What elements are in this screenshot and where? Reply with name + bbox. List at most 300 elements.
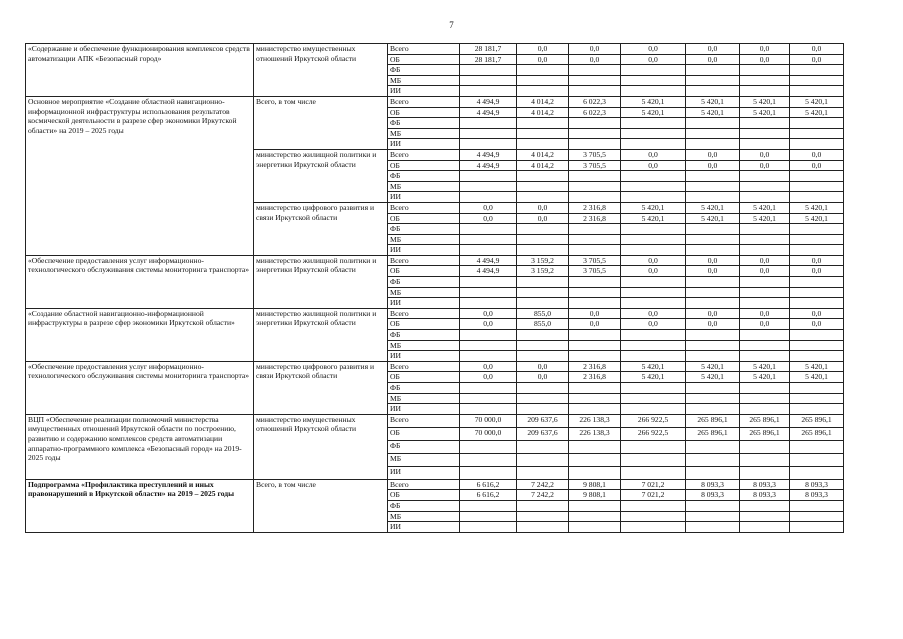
funding-source: ИИ — [388, 351, 460, 362]
amount-cell — [517, 500, 569, 511]
amount-cell — [740, 511, 790, 522]
amount-cell — [460, 340, 517, 351]
amount-cell: 0,0 — [740, 319, 790, 330]
amount-cell — [740, 500, 790, 511]
amount-cell — [621, 171, 686, 182]
amount-cell — [621, 383, 686, 394]
amount-cell — [460, 500, 517, 511]
amount-cell — [790, 277, 844, 288]
amount-cell: 70 000,0 — [460, 414, 517, 427]
amount-cell — [621, 330, 686, 341]
amount-cell — [686, 440, 740, 453]
amount-cell — [460, 75, 517, 86]
amount-cell — [790, 511, 844, 522]
amount-cell — [740, 86, 790, 97]
amount-cell — [517, 139, 569, 150]
amount-cell: 5 420,1 — [740, 213, 790, 224]
amount-cell — [790, 171, 844, 182]
funding-source: ИИ — [388, 192, 460, 203]
amount-cell: 0,0 — [740, 255, 790, 266]
amount-cell: 5 420,1 — [621, 202, 686, 213]
funding-source: ИИ — [388, 404, 460, 415]
amount-cell: 4 014,2 — [517, 149, 569, 160]
amount-cell: 4 494,9 — [460, 160, 517, 171]
amount-cell — [569, 453, 621, 466]
amount-cell — [621, 75, 686, 86]
amount-cell — [517, 86, 569, 97]
amount-cell — [686, 171, 740, 182]
amount-cell: 5 420,1 — [740, 96, 790, 107]
amount-cell: 5 420,1 — [740, 372, 790, 383]
responsible-executor: министерство цифрового развития и связи Иркутской области — [254, 361, 388, 414]
activity-description: «Обеспечение предоставления услуг информационно-технологического обслуживания системы мониторинга транспорта» — [26, 361, 254, 414]
funding-source: ИИ — [388, 522, 460, 533]
amount-cell: 855,0 — [517, 319, 569, 330]
amount-cell: 6 022,3 — [569, 107, 621, 118]
funding-source: ИИ — [388, 298, 460, 309]
amount-cell — [740, 118, 790, 129]
funding-source: ОБ — [388, 107, 460, 118]
amount-cell: 5 420,1 — [621, 96, 686, 107]
amount-cell: 0,0 — [790, 319, 844, 330]
amount-cell: 0,0 — [460, 361, 517, 372]
amount-cell — [686, 340, 740, 351]
funding-source: ОБ — [388, 490, 460, 501]
activity-description: Подпрограмма «Профилактика преступлений и иных правонарушений в Иркутской области» на 2019 – 2025 годы — [26, 479, 254, 532]
amount-cell — [740, 234, 790, 245]
amount-cell — [517, 511, 569, 522]
amount-cell — [460, 245, 517, 256]
amount-cell: 0,0 — [621, 44, 686, 55]
amount-cell: 6 616,2 — [460, 490, 517, 501]
amount-cell — [790, 86, 844, 97]
amount-cell — [621, 393, 686, 404]
amount-cell: 0,0 — [460, 372, 517, 383]
amount-cell — [460, 522, 517, 533]
amount-cell: 3 705,5 — [569, 149, 621, 160]
amount-cell: 4 494,9 — [460, 96, 517, 107]
amount-cell: 0,0 — [517, 361, 569, 372]
amount-cell — [790, 298, 844, 309]
amount-cell — [740, 393, 790, 404]
amount-cell — [517, 340, 569, 351]
funding-table — [25, 43, 844, 533]
amount-cell: 0,0 — [790, 160, 844, 171]
amount-cell — [460, 440, 517, 453]
amount-cell — [740, 171, 790, 182]
amount-cell: 7 242,2 — [517, 479, 569, 490]
amount-cell — [790, 522, 844, 533]
amount-cell — [621, 277, 686, 288]
amount-cell — [460, 393, 517, 404]
amount-cell — [517, 522, 569, 533]
amount-cell — [686, 65, 740, 76]
amount-cell: 265 896,1 — [740, 427, 790, 440]
amount-cell — [686, 118, 740, 129]
amount-cell: 0,0 — [740, 266, 790, 277]
amount-cell — [740, 522, 790, 533]
amount-cell — [517, 65, 569, 76]
responsible-executor: министерство имущественных отношений Иркутской области — [254, 44, 388, 97]
amount-cell — [460, 171, 517, 182]
amount-cell: 5 420,1 — [790, 96, 844, 107]
amount-cell — [569, 118, 621, 129]
amount-cell — [517, 192, 569, 203]
amount-cell — [621, 440, 686, 453]
amount-cell — [621, 511, 686, 522]
amount-cell — [686, 139, 740, 150]
amount-cell — [790, 340, 844, 351]
amount-cell — [621, 224, 686, 235]
amount-cell: 5 420,1 — [790, 202, 844, 213]
amount-cell — [460, 277, 517, 288]
amount-cell — [460, 118, 517, 129]
amount-cell: 4 014,2 — [517, 160, 569, 171]
amount-cell — [460, 192, 517, 203]
amount-cell: 0,0 — [621, 54, 686, 65]
amount-cell — [569, 287, 621, 298]
amount-cell — [740, 192, 790, 203]
table-row — [26, 44, 844, 55]
amount-cell — [740, 287, 790, 298]
amount-cell: 0,0 — [790, 54, 844, 65]
funding-source: Всего — [388, 202, 460, 213]
amount-cell — [740, 330, 790, 341]
amount-cell — [517, 245, 569, 256]
table-row — [26, 414, 844, 427]
amount-cell: 2 316,8 — [569, 372, 621, 383]
responsible-executor: Всего, в том числе — [254, 479, 388, 532]
amount-cell: 6 022,3 — [569, 96, 621, 107]
amount-cell: 3 159,2 — [517, 266, 569, 277]
funding-source: Всего — [388, 414, 460, 427]
amount-cell: 8 093,3 — [790, 490, 844, 501]
amount-cell: 0,0 — [460, 319, 517, 330]
amount-cell — [569, 440, 621, 453]
amount-cell — [740, 277, 790, 288]
amount-cell: 5 420,1 — [621, 372, 686, 383]
amount-cell: 0,0 — [517, 213, 569, 224]
amount-cell — [460, 287, 517, 298]
amount-cell: 2 316,8 — [569, 361, 621, 372]
table-row — [26, 361, 844, 372]
amount-cell — [569, 340, 621, 351]
amount-cell — [517, 118, 569, 129]
amount-cell — [517, 277, 569, 288]
amount-cell — [790, 118, 844, 129]
amount-cell: 5 420,1 — [686, 107, 740, 118]
amount-cell — [517, 287, 569, 298]
funding-source: Всего — [388, 308, 460, 319]
amount-cell: 0,0 — [790, 308, 844, 319]
amount-cell: 209 637,6 — [517, 427, 569, 440]
amount-cell: 4 494,9 — [460, 149, 517, 160]
funding-source: МБ — [388, 75, 460, 86]
table-row — [26, 96, 844, 107]
amount-cell — [517, 181, 569, 192]
amount-cell — [569, 522, 621, 533]
amount-cell: 8 093,3 — [790, 479, 844, 490]
amount-cell — [790, 234, 844, 245]
amount-cell: 855,0 — [517, 308, 569, 319]
amount-cell — [790, 75, 844, 86]
amount-cell — [569, 404, 621, 415]
amount-cell: 0,0 — [569, 319, 621, 330]
amount-cell: 4 494,9 — [460, 255, 517, 266]
funding-source: МБ — [388, 181, 460, 192]
amount-cell — [740, 139, 790, 150]
amount-cell — [460, 86, 517, 97]
amount-cell — [790, 245, 844, 256]
amount-cell — [790, 466, 844, 479]
funding-source: ФБ — [388, 224, 460, 235]
amount-cell — [569, 86, 621, 97]
amount-cell: 0,0 — [686, 44, 740, 55]
amount-cell — [740, 75, 790, 86]
amount-cell — [460, 511, 517, 522]
amount-cell: 0,0 — [621, 308, 686, 319]
amount-cell: 6 616,2 — [460, 479, 517, 490]
amount-cell: 5 420,1 — [621, 213, 686, 224]
amount-cell — [460, 181, 517, 192]
amount-cell: 209 637,6 — [517, 414, 569, 427]
amount-cell — [517, 171, 569, 182]
amount-cell — [569, 192, 621, 203]
amount-cell: 5 420,1 — [686, 372, 740, 383]
amount-cell: 8 093,3 — [686, 479, 740, 490]
amount-cell — [790, 181, 844, 192]
amount-cell — [569, 351, 621, 362]
amount-cell: 0,0 — [621, 160, 686, 171]
activity-description: «Содержание и обеспечение функционирования комплексов средств автоматизации АПК «Безопасный город» — [26, 44, 254, 97]
amount-cell — [460, 298, 517, 309]
amount-cell — [569, 171, 621, 182]
amount-cell — [517, 234, 569, 245]
amount-cell — [517, 330, 569, 341]
funding-source: ОБ — [388, 160, 460, 171]
amount-cell — [686, 466, 740, 479]
amount-cell — [740, 383, 790, 394]
amount-cell — [621, 86, 686, 97]
amount-cell: 4 494,9 — [460, 107, 517, 118]
amount-cell — [740, 128, 790, 139]
amount-cell — [460, 139, 517, 150]
amount-cell — [790, 287, 844, 298]
funding-source: ОБ — [388, 427, 460, 440]
amount-cell — [569, 224, 621, 235]
amount-cell: 2 316,8 — [569, 202, 621, 213]
amount-cell: 0,0 — [621, 149, 686, 160]
amount-cell: 0,0 — [517, 202, 569, 213]
funding-source: МБ — [388, 511, 460, 522]
amount-cell: 226 138,3 — [569, 427, 621, 440]
amount-cell — [686, 330, 740, 341]
responsible-executor: Всего, в том числе — [254, 96, 388, 149]
amount-cell — [569, 181, 621, 192]
amount-cell: 5 420,1 — [686, 202, 740, 213]
amount-cell — [790, 65, 844, 76]
amount-cell — [686, 75, 740, 86]
amount-cell — [517, 351, 569, 362]
amount-cell: 5 420,1 — [686, 213, 740, 224]
amount-cell: 0,0 — [517, 372, 569, 383]
funding-source: Всего — [388, 361, 460, 372]
amount-cell: 0,0 — [740, 54, 790, 65]
amount-cell: 266 922,5 — [621, 414, 686, 427]
amount-cell: 0,0 — [460, 308, 517, 319]
amount-cell — [460, 224, 517, 235]
amount-cell — [740, 224, 790, 235]
amount-cell — [569, 128, 621, 139]
amount-cell — [686, 181, 740, 192]
funding-source: ФБ — [388, 330, 460, 341]
activity-description: ВЦП «Обеспечение реализации полномочий министерства имущественных отношений Иркутской области по построению, развитию и содержанию комплексов средств автоматизации аппаратно-программного комплекса «Безопасный город» на 2019-2025 годы — [26, 414, 254, 479]
amount-cell: 5 420,1 — [790, 361, 844, 372]
amount-cell — [621, 351, 686, 362]
amount-cell: 28 181,7 — [460, 44, 517, 55]
amount-cell — [569, 234, 621, 245]
amount-cell — [517, 404, 569, 415]
activity-description: Основное мероприятие «Создание областной навигационно-информационной инфраструктуры использования результатов космической деятельности в разрезе сфер экономики Иркутской области» на 2019 – 2025 годы — [26, 96, 254, 255]
amount-cell: 9 808,1 — [569, 490, 621, 501]
amount-cell — [740, 466, 790, 479]
amount-cell: 0,0 — [740, 149, 790, 160]
amount-cell — [569, 511, 621, 522]
funding-source: ОБ — [388, 54, 460, 65]
amount-cell: 0,0 — [790, 149, 844, 160]
amount-cell — [686, 522, 740, 533]
amount-cell — [621, 118, 686, 129]
amount-cell — [790, 224, 844, 235]
funding-source: ФБ — [388, 65, 460, 76]
amount-cell: 3 159,2 — [517, 255, 569, 266]
amount-cell: 8 093,3 — [686, 490, 740, 501]
amount-cell — [460, 466, 517, 479]
amount-cell — [460, 351, 517, 362]
funding-source: ФБ — [388, 383, 460, 394]
funding-source: МБ — [388, 287, 460, 298]
funding-source: ОБ — [388, 372, 460, 383]
amount-cell — [517, 298, 569, 309]
amount-cell: 0,0 — [686, 308, 740, 319]
amount-cell — [621, 139, 686, 150]
amount-cell: 8 093,3 — [740, 490, 790, 501]
funding-source: Всего — [388, 479, 460, 490]
amount-cell: 0,0 — [790, 255, 844, 266]
amount-cell — [517, 383, 569, 394]
amount-cell — [569, 500, 621, 511]
amount-cell: 0,0 — [686, 266, 740, 277]
amount-cell — [686, 287, 740, 298]
amount-cell: 0,0 — [686, 319, 740, 330]
funding-source: МБ — [388, 340, 460, 351]
amount-cell — [621, 453, 686, 466]
table-row — [26, 308, 844, 319]
amount-cell: 0,0 — [621, 255, 686, 266]
amount-cell — [569, 245, 621, 256]
amount-cell: 0,0 — [686, 149, 740, 160]
amount-cell: 9 808,1 — [569, 479, 621, 490]
amount-cell: 7 021,2 — [621, 479, 686, 490]
amount-cell — [517, 440, 569, 453]
funding-source: МБ — [388, 128, 460, 139]
amount-cell — [517, 75, 569, 86]
amount-cell — [740, 181, 790, 192]
amount-cell — [621, 65, 686, 76]
activity-description: «Создание областной навигационно-информационной инфраструктуры в разрезе сфер экономики Иркутской области» — [26, 308, 254, 361]
amount-cell — [621, 181, 686, 192]
amount-cell: 5 420,1 — [740, 202, 790, 213]
amount-cell — [569, 330, 621, 341]
amount-cell: 7 242,2 — [517, 490, 569, 501]
amount-cell: 3 705,5 — [569, 255, 621, 266]
amount-cell — [569, 277, 621, 288]
funding-source: МБ — [388, 234, 460, 245]
funding-source: ИИ — [388, 139, 460, 150]
amount-cell: 5 420,1 — [790, 213, 844, 224]
amount-cell — [460, 65, 517, 76]
funding-source: ФБ — [388, 500, 460, 511]
amount-cell — [790, 128, 844, 139]
funding-source: ФБ — [388, 171, 460, 182]
amount-cell: 0,0 — [621, 266, 686, 277]
amount-cell — [569, 393, 621, 404]
amount-cell — [686, 404, 740, 415]
amount-cell — [517, 393, 569, 404]
amount-cell — [621, 466, 686, 479]
amount-cell: 0,0 — [569, 44, 621, 55]
amount-cell: 0,0 — [569, 308, 621, 319]
funding-source: Всего — [388, 44, 460, 55]
amount-cell — [790, 500, 844, 511]
amount-cell — [569, 466, 621, 479]
amount-cell: 3 705,5 — [569, 266, 621, 277]
funding-source: МБ — [388, 453, 460, 466]
amount-cell: 0,0 — [686, 54, 740, 65]
amount-cell — [517, 128, 569, 139]
amount-cell — [740, 351, 790, 362]
amount-cell — [740, 65, 790, 76]
funding-source: МБ — [388, 393, 460, 404]
amount-cell — [686, 234, 740, 245]
amount-cell — [621, 192, 686, 203]
amount-cell — [686, 383, 740, 394]
amount-cell — [686, 351, 740, 362]
amount-cell — [460, 383, 517, 394]
amount-cell — [686, 298, 740, 309]
amount-cell — [790, 453, 844, 466]
table-row — [26, 479, 844, 490]
funding-source: Всего — [388, 96, 460, 107]
amount-cell — [686, 86, 740, 97]
table-row — [26, 255, 844, 266]
amount-cell: 70 000,0 — [460, 427, 517, 440]
amount-cell — [686, 511, 740, 522]
amount-cell — [740, 440, 790, 453]
amount-cell: 0,0 — [517, 54, 569, 65]
amount-cell: 5 420,1 — [686, 361, 740, 372]
amount-cell — [621, 404, 686, 415]
amount-cell: 0,0 — [740, 308, 790, 319]
amount-cell — [460, 404, 517, 415]
amount-cell — [686, 500, 740, 511]
amount-cell — [686, 277, 740, 288]
amount-cell — [621, 287, 686, 298]
amount-cell — [686, 224, 740, 235]
amount-cell — [569, 383, 621, 394]
amount-cell — [517, 453, 569, 466]
responsible-executor: министерство жилищной политики и энергетики Иркутской области — [254, 308, 388, 361]
